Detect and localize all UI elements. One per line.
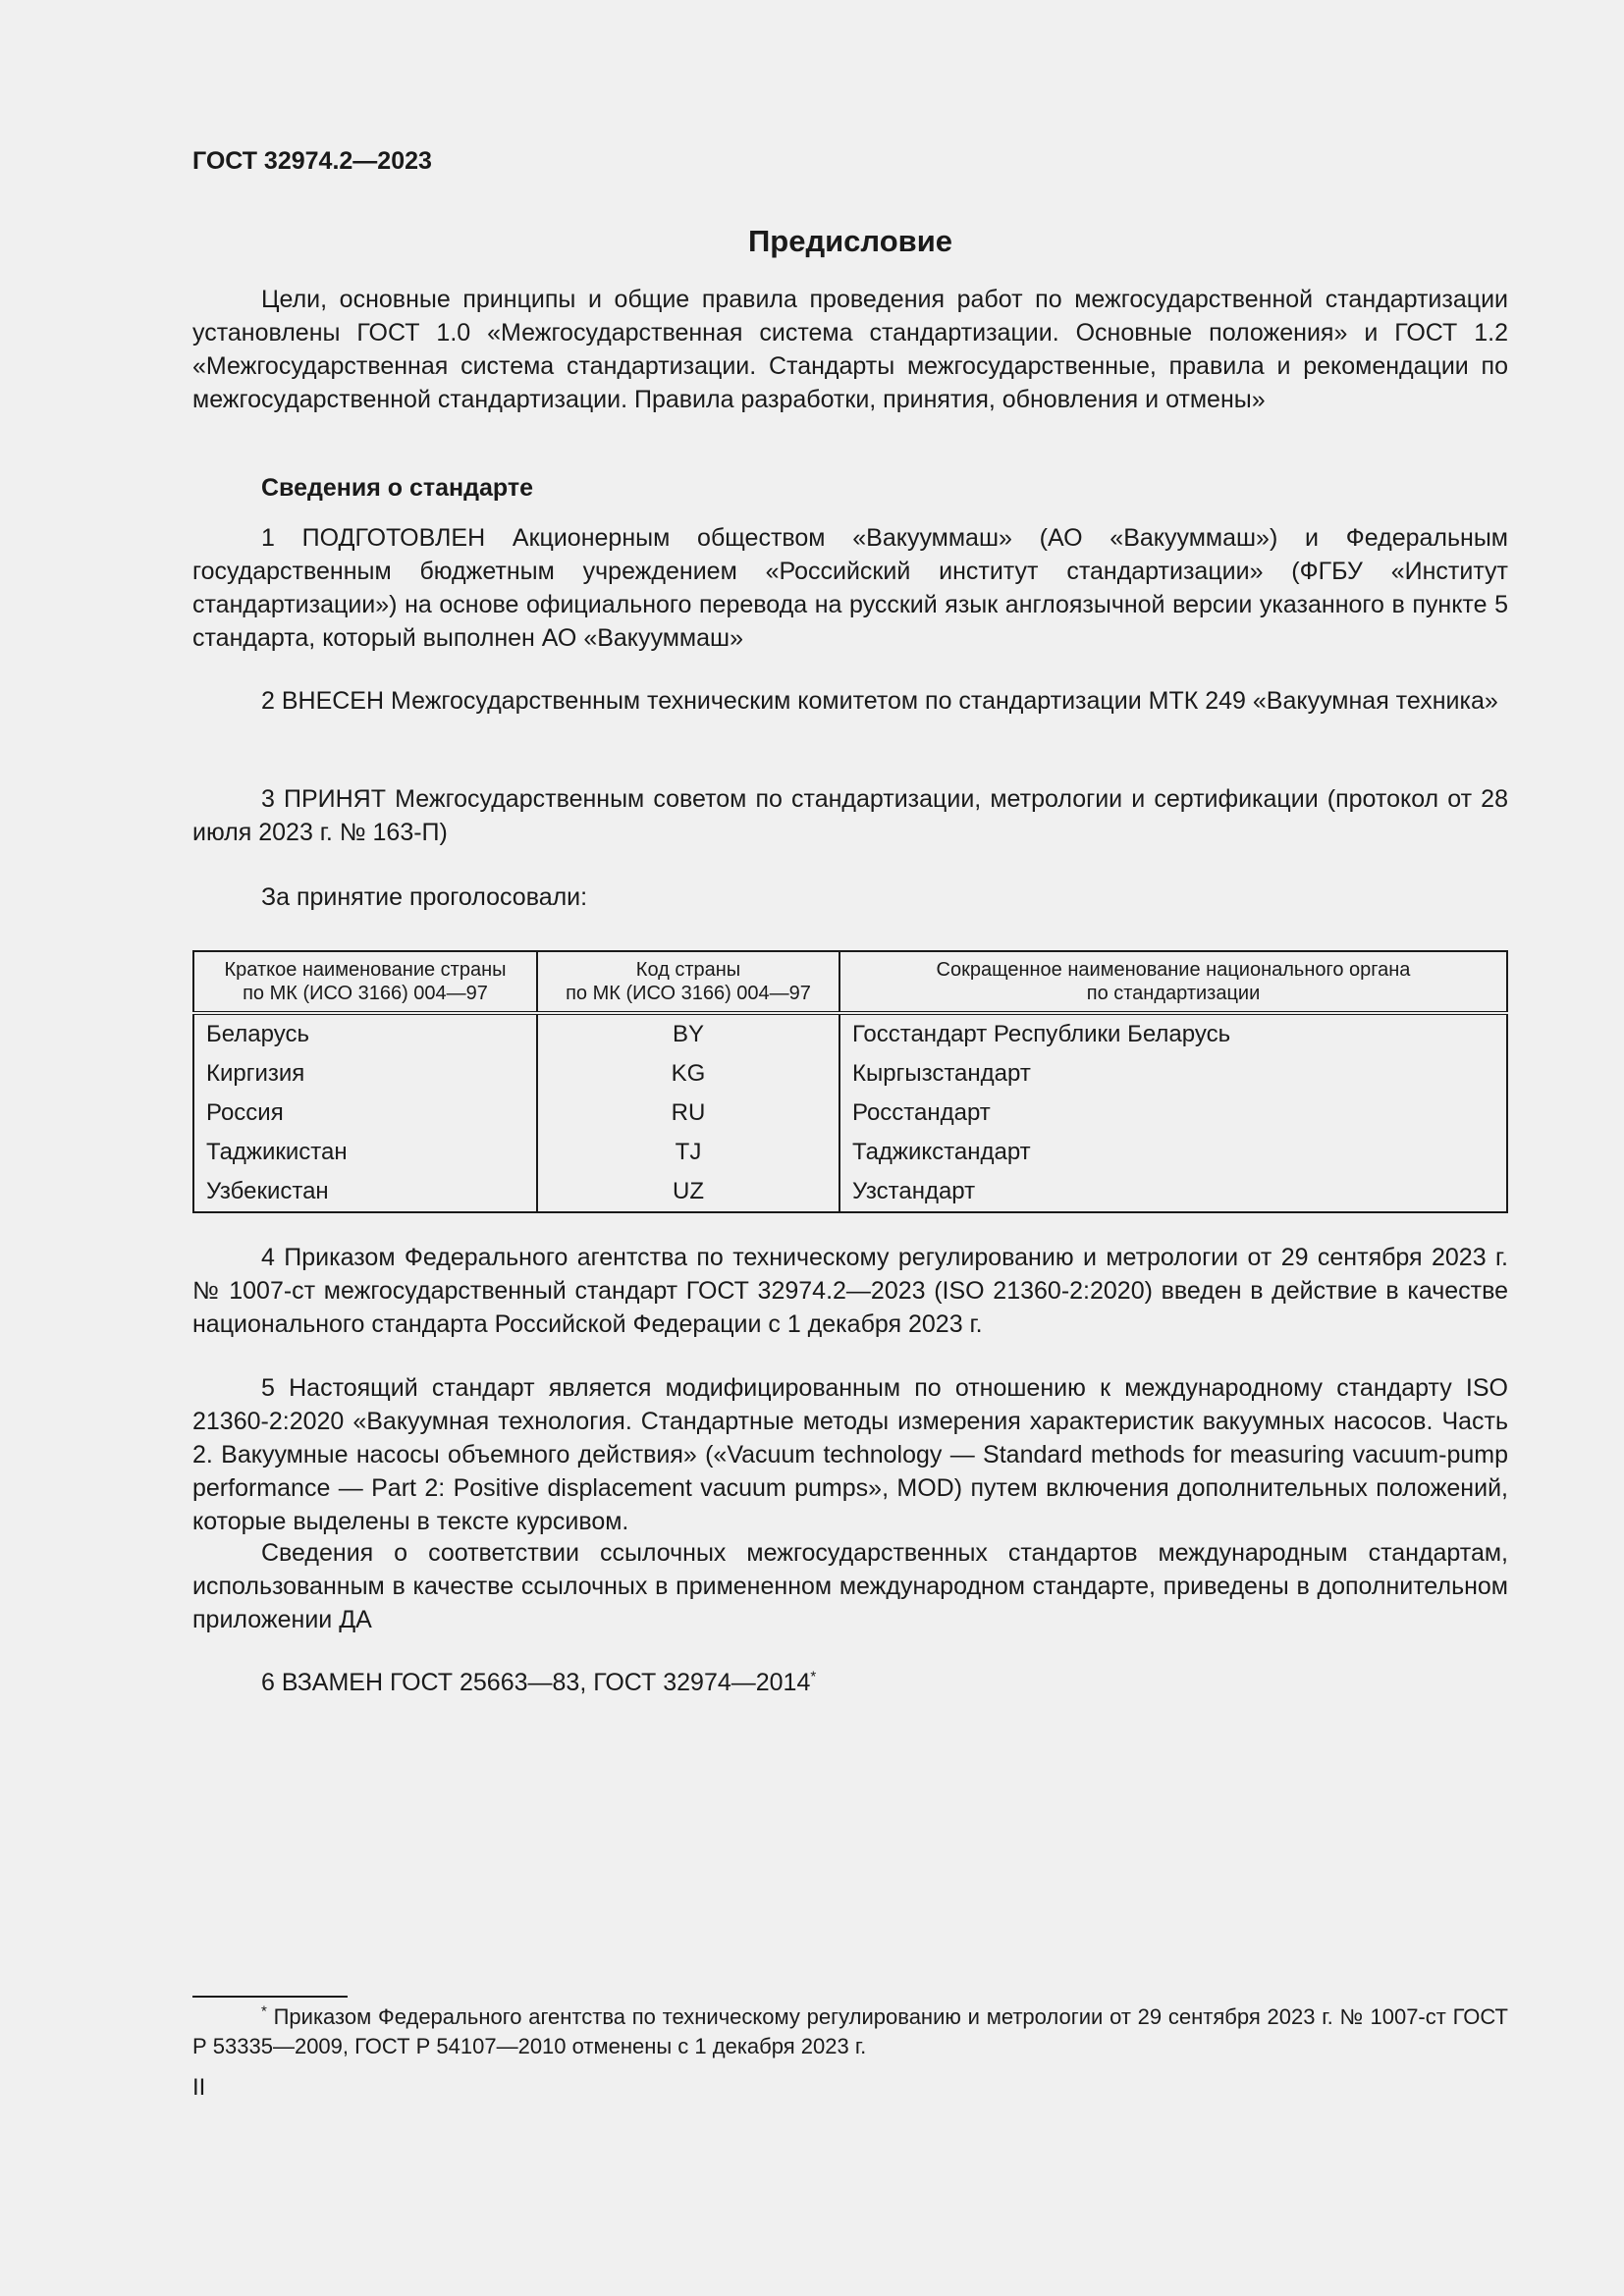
document-page	[192, 0, 1508, 2296]
page-title: Предисловие	[747, 224, 952, 258]
table-cell-code: KG	[537, 1054, 839, 1094]
item-6-paragraph	[192, 1666, 1508, 1699]
document-code: ГОСТ 32974.2—2023	[192, 147, 432, 175]
table-header-body: Сокращенное наименование национального органа по стандартизации	[839, 951, 1507, 1013]
item-2-paragraph: 2 ВНЕСЕН Межгосударственным техническим комитетом по стандартизации МТК 249 «Вакуумная техника»	[261, 687, 1498, 715]
item-5-paragraph: 5 Настоящий стандарт является модифицированным по отношению к международному стандарту ISO 21360-2:2020 «Вакуумная технология. Стандартные методы измерения характеристик вакуумных насосов. Часть 2. Вакуумные насосы объемного действия» («Vacuum technology — Standard methods for measuring vacuum-pump performance — Part 2: Positive displacement vacuum pumps», MOD) путем включения дополнительных положений, которые выделены в тексте курсивом.	[192, 1374, 1508, 1535]
table-row	[193, 1172, 1507, 1212]
item-1-paragraph: 1 ПОДГОТОВЛЕН Акционерным обществом «Вакууммаш» (АО «Вакууммаш») и Федеральным государственным бюджетным учреждением «Российский институт стандартизации» (ФГБУ «Институт стандартизации») на основе официального перевода на русский язык англоязычной версии указанного в пункте 5 стандарта, который выполнен АО «Вакууммаш»	[192, 524, 1508, 652]
voted-label: За принятие проголосовали:	[261, 883, 588, 911]
table-cell-body: Узстандарт	[839, 1172, 1507, 1212]
item-5-references-paragraph: Сведения о соответствии ссылочных межгосударственных стандартов международным стандартам, использованным в качестве ссылочных в примененном международном стандарте, приведены в дополнительном приложении ДА	[192, 1539, 1508, 1633]
table-cell-body: Росстандарт	[839, 1094, 1507, 1133]
item-4-paragraph: 4 Приказом Федерального агентства по техническому регулированию и метрологии от 29 сентября 2023 г. № 1007-ст межгосударственный стандарт ГОСТ 32974.2—2023 (ISO 21360-2:2020) введен в действие в качестве национального стандарта Российской Федерации с 1 декабря 2023 г.	[192, 1244, 1508, 1338]
table-cell-country: Киргизия	[193, 1054, 537, 1094]
voting-table	[192, 950, 1508, 1213]
footnote-mark: *	[261, 2002, 267, 2020]
table-cell-country: Узбекистан	[193, 1172, 537, 1212]
footnote	[192, 2002, 1508, 2061]
table-cell-country: Таджикистан	[193, 1133, 537, 1172]
table-cell-code: BY	[537, 1013, 839, 1054]
item-3-paragraph: 3 ПРИНЯТ Межгосударственным советом по стандартизации, метрологии и сертификации (протокол от 28 июля 2023 г. № 163-П)	[192, 785, 1508, 846]
table-cell-code: RU	[537, 1094, 839, 1133]
item-6-text: 6 ВЗАМЕН ГОСТ 25663—83, ГОСТ 32974—2014	[261, 1669, 811, 1696]
table-row	[193, 1094, 1507, 1133]
table-cell-code: TJ	[537, 1133, 839, 1172]
table-header-code: Код страны по МК (ИСО 3166) 004—97	[537, 951, 839, 1013]
table-cell-body: Кыргызстандарт	[839, 1054, 1507, 1094]
table-row	[193, 1133, 1507, 1172]
footnote-text: Приказом Федерального агентства по техническому регулированию и метрологии от 29 сентября 2023 г. № 1007-ст ГОСТ Р 53335—2009, ГОСТ Р 54107—2010 отменены с 1 декабря 2023 г.	[192, 2004, 1508, 2058]
table-cell-country: Беларусь	[193, 1013, 537, 1054]
footnote-divider	[192, 1996, 348, 1998]
table-cell-code: UZ	[537, 1172, 839, 1212]
table-row	[193, 1013, 1507, 1054]
table-cell-body: Госстандарт Республики Беларусь	[839, 1013, 1507, 1054]
table-header-row	[193, 951, 1507, 1013]
table-cell-country: Россия	[193, 1094, 537, 1133]
page-number: II	[192, 2074, 206, 2101]
table-header-country: Краткое наименование страны по МК (ИСО 3166) 004—97	[193, 951, 537, 1013]
table-cell-body: Таджикстандарт	[839, 1133, 1507, 1172]
info-heading: Сведения о стандарте	[261, 474, 534, 502]
footnote-reference-mark: *	[810, 1668, 817, 1685]
table-row	[193, 1054, 1507, 1094]
intro-paragraph: Цели, основные принципы и общие правила проведения работ по межгосударственной стандартизации установлены ГОСТ 1.0 «Межгосударственная система стандартизации. Основные положения» и ГОСТ 1.2 «Межгосударственная система стандартизации. Стандарты межгосударственные, правила и рекомендации по межгосударственной стандартизации. Правила разработки, принятия, обновления и отмены»	[192, 286, 1508, 413]
